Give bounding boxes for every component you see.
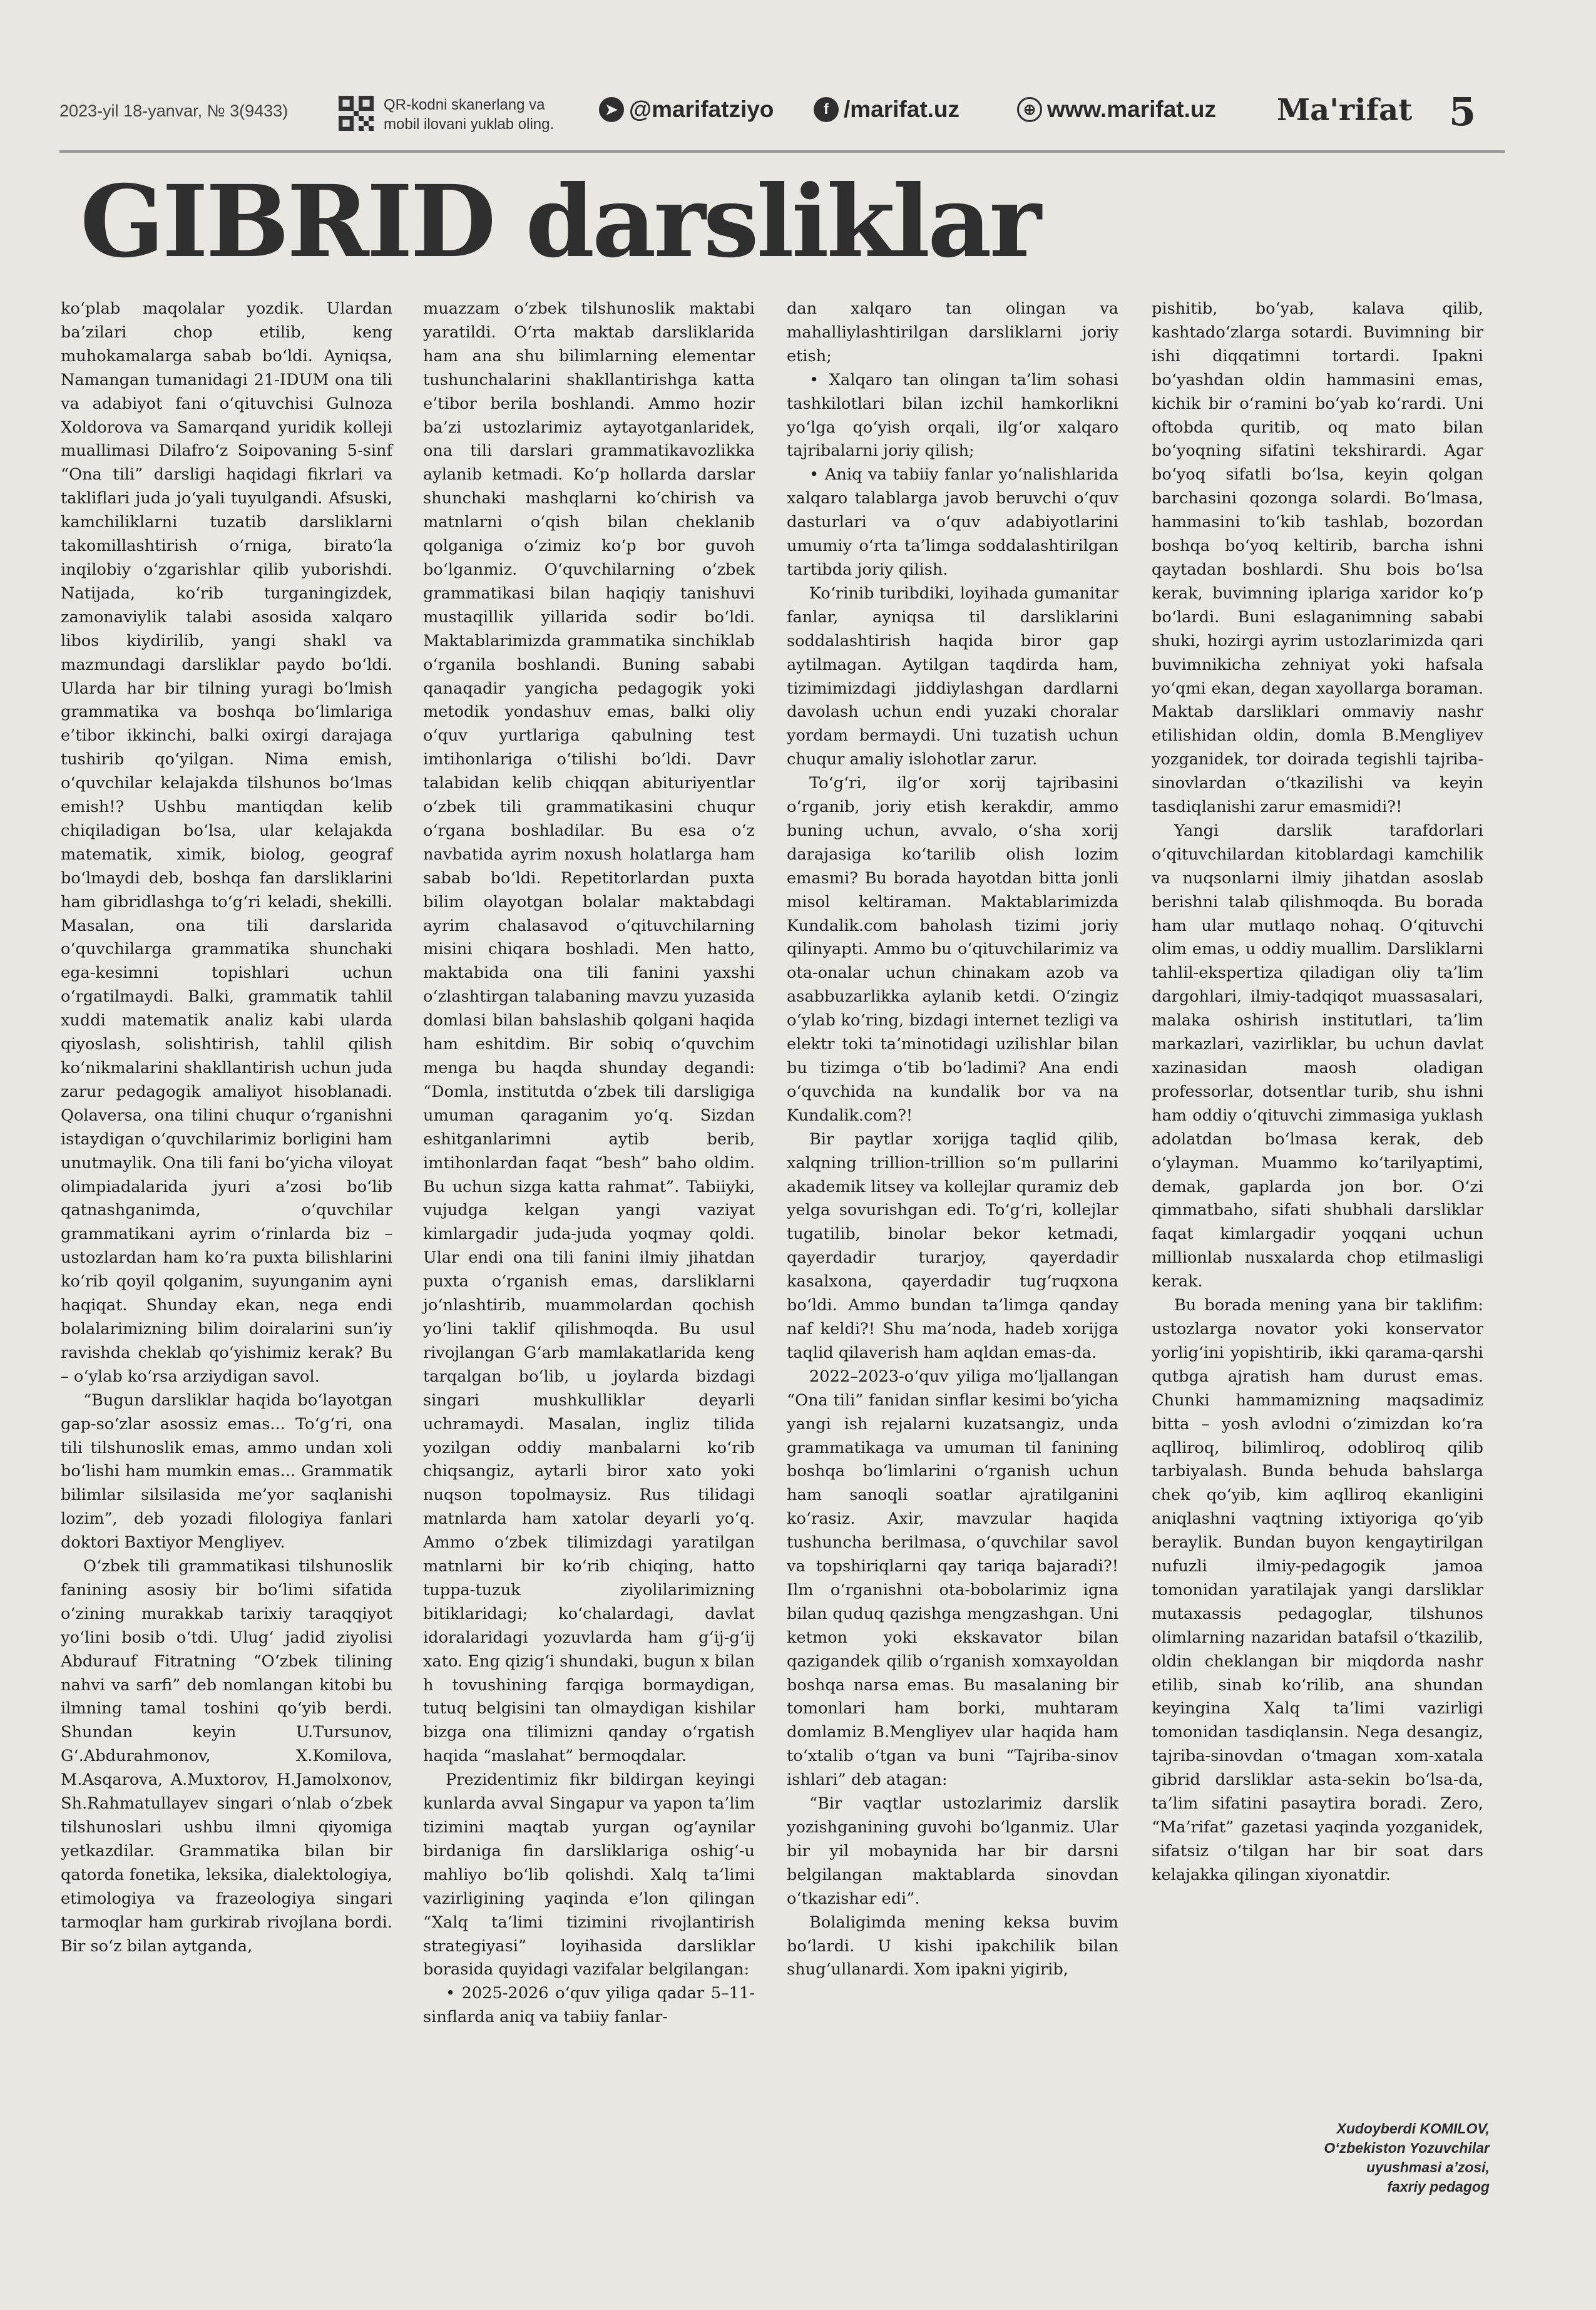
paragraph: Ko‘rinib turibdiki, loyihada gumanitar fanlar, ayniqsa til darsliklarini soddalashtirish haqida biror gap aytilmagan. Aytilgan taqdirda ham, tizimimizdagi jiddiylashgan dardlarni davolash uchun endi yuzaki choralar yordam bermaydi. Uni tuzatish uchun chuqur amaliy islohotlar zarur. <box>787 583 1118 769</box>
list-item: • Xalqaro tan olingan ta’lim sohasi tashkilotlari bilan izchil hamkorlikni yo‘lga qo‘yish orqali, ilg‘or xalqaro tajribalarni joriy qilish; <box>787 370 1118 461</box>
article-column-2 <box>423 297 755 2030</box>
list-item: dan xalqaro tan olingan va mahalliylashtirilgan darsliklarni joriy etish; <box>787 299 1118 366</box>
website-link[interactable]: ⊕ www.marifat.uz <box>1017 96 1216 123</box>
qr-instructions: QR-kodni skanerlang va mobil ilovani yuklab oling. <box>384 96 555 133</box>
author-affiliation: uyushmasi a’zosi, <box>1366 2159 1490 2175</box>
globe-icon: ⊕ <box>1017 97 1042 122</box>
paragraph: Prezidentimiz fikr bildirgan keyingi kunlarda avval Singapur va yapon ta’lim tizimini maqtab yurgan og‘aynilar birdaniga fin darsliklariga oshig‘-u mahliyo bo‘lib qolishdi. Xalq ta’limi vazirligining yaqinda e’lon qilingan “Xalq ta’limi tizimini rivojlantirish strategiyasi” loyihasida darsliklar borasida quyidagi vazifalar belgilangan: <box>423 1770 755 1979</box>
article-column-3 <box>787 297 1118 1982</box>
article-column-4 <box>1152 297 1483 1887</box>
page-number: 5 <box>1449 89 1476 135</box>
telegram-icon: ➤ <box>599 97 624 122</box>
page-header <box>59 89 1499 143</box>
paragraph: muazzam o‘zbek tilshunoslik maktabi yaratildi. O‘rta maktab darsliklarida ham ana shu bilimlarning elementar tushunchalarini shakllantirishga katta e’tibor berila boshlandi. Ammo hozir ba’zi ustozlarimiz aytayotganlaridek, ona tili darslari grammatikavozlikka aylanib ketmadi. Ko‘p hollarda darslar shunchaki mashqlarni ko‘chirish va matnlarni o‘qish bilan cheklanib qolganiga o‘zimiz ko‘p bor guvoh bo‘lganmiz. O‘quvchilarning o‘zbek grammatikasi bilan haqiqiy tanishuvi mustaqillik yillarida sodir bo‘ldi. Maktablarimizda grammatika sinchiklab o‘rganila boshlandi. Buning sababi qanaqadir yangicha pedagogik yoki metodik yondashuv emas, balki oliy o‘quv yurtlariga qabulning test imtihonlariga o‘tilishi bo‘ldi. Davr talabidan kelib chiqqan abituriyentlar o‘zbek tili grammatikasini chuqur o‘rgana boshladilar. Bu esa o‘z navbatida ayrim noxush holatlarga ham sabab bo‘ldi. Repetitorlardan puxta bilim olayotgan bolalar maktabdagi ayrim chalasavod o‘qituvchilarning misini chiqara boshladi. Men hatto, maktabida ona tili fanini yaxshi o‘zlashtirgan talabaning mavzu yuzasida domlasi bilan bahslashib qolgani haqida ham eshitdim. Bir sobiq o‘quvchim menga bu haqda shunday degandi: “Domla, institutda o‘zbek tili darsligiga umuman qaraganim yo‘q. Sizdan eshitganlarimni aytib berib, imtihonlardan faqat “besh” baho oldim. Bu uchun sizga katta rahmat”. Tabiiyki, vujudga kelgan yangi vaziyat kimlargadir juda-juda yoqmay qoldi. Ular endi ona tili fanini ilmiy jihatdan puxta o‘rganish emas, darsliklarni jo‘nlashtirib, muammolardan qochish yo‘lini taklif qilishmoqda. Bu usul rivojlangan G‘arb mamlakatlarida keng tarqalgan bo‘lib, u joylarda bizdagi singari mushkulliklar deyarli uchramaydi. Masalan, ingliz tilida yozilgan oddiy manbalarni ko‘rib chiqsangiz, aytarli biror xato yoki nuqson topolmaysiz. Rus tilidagi matnlarda ham xatolar deyarli yo‘q. Ammo o‘zbek tilimizdagi yaratilgan matnlarni bir ko‘rib chiqing, hatto tuppa-tuzuk ziyolilarimizning bitiklaridagi; ko‘chalardagi, davlat idoralaridagi yozuvlarda ham g‘ij-g‘ij xato. Eng qizig‘i shundaki, bugun x bilan h tovushining farqiga bormaydigan, tutuq belgisini tan olmaydigan kishilar bizga ona tilimizni qanday o‘rgatish haqida “maslahat” bermoqdalar. <box>423 299 755 1766</box>
quote: “Bir vaqtlar ustozlarimiz darslik yozishganining guvohi bo‘lganmiz. Ular bir yil mobaynida har bir darsni belgilangan maktablarda sinovdan o‘tkazishar edi”. <box>787 1794 1118 1908</box>
paragraph: O‘zbek tili grammatikasi tilshunoslik fanining asosiy bir bo‘limi sifatida o‘zining murakkab tarixiy taraqqiyot yo‘lini bosib o‘tdi. Ulug‘ jadid ziyolisi Abdurauf Fitratning “O‘zbek tilining nahvi va sarfi” deb nomlangan kitobi bu ilmning tamal toshini qo‘yib berdi. Shundan keyin U.Tursunov, G‘.Abdurahmonov, X.Komilova, M.Asqarova, A.Muxtorov, H.Jamolxonov, Sh.Rahmatullayev singari o‘nlab o‘zbek tilshunoslari ushbu ilmni qiyomiga yetkazdilar. Grammatika bilan bir qatorda fonetika, leksika, dialektologiya, etimologiya va frazeologiya singari tarmoqlar ham gurkirab rivojlana bordi. Bir so‘z bilan aytganda, <box>61 1557 392 1956</box>
facebook-link[interactable]: f /marifat.uz <box>814 96 959 123</box>
issue-date: 2023-yil 18-yanvar, № 3(9433) <box>59 101 289 120</box>
qr-code-icon[interactable] <box>339 94 374 133</box>
author-role: faxriy pedagog <box>1387 2179 1490 2195</box>
paragraph: Bir paytlar xorijga taqlid qilib, xalqning trillion-trillion so‘m pullarini akademik litsey va kollejlar quramiz deb yelga sovurishgan edi. To‘g‘ri, kollejlar tugatilib, binolar bekor ketmadi, qayerdadir turarjoy, qayerdadir kasalxona, qayerdadir tug‘ruqxona bo‘ldi. Ammo bundan ta’limga qanday naf keldi?! Shu ma’noda, hadeb xorijga taqlid qilaverish ham aqldan emas-da. <box>787 1129 1118 1362</box>
facebook-icon: f <box>814 97 839 122</box>
paragraph: pishitib, bo‘yab, kalava qilib, kashtado‘zlarga sotardi. Buvimning bir ishi diqqatimni tortardi. Ipakni bo‘yashdan oldin hammasini emas, kichik bir o‘ramini bo‘yab ko‘rardi. Uni oftobda quritib, oq mato bilan bo‘yoqning sifatini tekshirardi. Agar bo‘yoq sifatli bo‘lsa, keyin qolgan barchasini qozonga solardi. Bo‘lmasa, hammasini to‘kib tashlab, bozordan boshqa bo‘yoq keltirib, barcha ishni qaytadan boshlardi. Shu bois bo‘lsa kerak, buvimning iplariga xaridor ko‘p bo‘lardi. Buni eslaganimning sababi shuki, hozirgi ayrim ustozlarimizda qari buvimnikicha zehniyat yoki hafsala yo‘qmi ekan, degan xayollarga boraman. Maktab darsliklari ommaviy nashr etilishidan oldin, domla B.Mengliyev yozganidek, tor doirada tegishli tajriba-sinovlardan o‘tkazilishi va keyin tasdiqlanishi zarur emasmidi?! <box>1152 299 1483 817</box>
telegram-link[interactable]: ➤ @marifatziyo <box>599 96 774 123</box>
article-column-1 <box>61 297 392 1958</box>
paragraph: 2022–2023-o‘quv yiliga mo‘ljallangan “Ona tili” fanidan sinflar kesimi bo‘yicha yangi ish rejalarni kuzatsangiz, unda grammatikaga va umuman til fanining boshqa bo‘limlarini o‘rganish uchun ham sanoqli soatlar ajratilganini ko‘rasiz. Axir, mavzular haqida tushuncha berilmasa, o‘quvchilar savol va topshiriqlarni qay tariqa bajaradi?! Ilm o‘rganishni ota-bobolarimiz igna bilan quduq qazishga mengzashgan. Uni ketmon yoki ekskavator bilan qazigandek qilib o‘rganish xomxayoldan boshqa narsa emas. Bu masalaning bir tomonlari ham borki, muhtaram domlamiz B.Mengliyev ular haqida ham to‘xtalib o‘tgan va buni “Tajriba-sinov ishlari” deb atagan: <box>787 1367 1118 1790</box>
list-item: • 2025-2026 o‘quv yiliga qadar 5–11-sinflarda aniq va tabiiy fanlar- <box>423 1984 755 2027</box>
paragraph: ko‘plab maqolalar yozdik. Ulardan ba’zilari chop etilib, keng muhokamalarga sabab bo‘ldi. Ayniqsa, Namangan tumanidagi 21-IDUM ona tili va adabiyot fani o‘qituvchisi Gulnoza Xoldorova va Samarqand yuridik kolleji muallimasi Dilafro‘z Soipovaning 5-sinf “Ona tili” darsligi haqidagi fikrlari va takliflari juda jo‘yali tuyulgandi. Afsuski, kamchiliklarni tuzatib darsliklarni takomillashtirish o‘rniga, birato‘la inqilobiy o‘zgarishlar qilib yuborishdi. Natijada, ko‘rib turganingizdek, zamonaviylik talabi asosida xalqaro libos kiydirilib, yangi shakl va mazmundagi darsliklar paydo bo‘ldi. Ularda har bir tilning yuragi bo‘lmish grammatika va boshqa bo‘limlariga e’tibor ikkinchi, balki oxirgi darajaga tushirib qo‘yilgan. Nima emish, o‘quvchilar kelajakda tilshunos bo‘lmas emish!? Ushbu mantiqdan kelib chiqiladigan bo‘lsa, ular kelajakda matematik, ximik, biolog, geograf bo‘lmaydi deb, boshqa fan darsliklarini ham gibridlashga to‘g‘ri keladi, shekilli. Masalan, ona tili darslarida o‘quvchilarga grammatika shunchaki ega-kesimni topishlari uchun o‘rgatilmaydi. Balki, grammatik tahlil xuddi matematik analiz kabi ularda qiyoslash, solishtirish, tahlil qilish ko‘nikmalarini shakllantirish uchun juda zarur pedagogik amaliyot hisoblanadi. Qolaversa, ona tilini chuqur o‘rganishni istaydigan o‘quvchilarimiz borligini ham unutmaylik. Ona tili fani bo‘yicha viloyat olimpiadalarida jyuri a’zosi bo‘lib qatnashganimda, o‘quvchilar grammatikani ayrim o‘rinlarda biz – ustozlardan ham ko‘ra puxta bilishlarini ko‘rib qoyil qolganim, suyunganim ayni haqiqat. Shunday ekan, nega endi bolalarimizning bilim doiralarini sun’iy ravishda cheklab qo‘yishimiz kerak? Bu – o‘ylab ko‘rsa arziydigan savol. <box>61 299 392 1386</box>
author-signature <box>1189 2119 1490 2197</box>
paragraph: “Bugun darsliklar haqida bo‘layotgan gap-so‘zlar asossiz emas... To‘g‘ri, ona tili tilshunoslik emas, ammo undan xoli bo‘lishi ham mumkin emas... Grammatik bilimlar silsilasida me’yor saqlanishi lozim”, deb yozadi filologiya fanlari doktori Baxtiyor Mengliyev. <box>61 1390 392 1553</box>
author-name: Xudoyberdi KOMILOV, <box>1336 2120 1490 2137</box>
header-divider <box>59 150 1505 153</box>
article-title: GIBRID darsliklar <box>80 164 1039 280</box>
paragraph: Bu borada mening yana bir taklifim: ustozlarga novator yoki konservator yorlig‘ini yopishtirib, ikki qarama-qarshi qutbga ajratish ham durust emas. Chunki hammamizning maqsadimiz bitta – yosh avlodni o‘zimizdan ko‘ra aqlliroq, bilimliroq, odobliroq qilib tarbiyalash. Bunda behuda bahslarga chek qo‘yib, kim aqlliroq ekanligini aniqlashni vaqtning ixtiyoriga qo‘yib beraylik. Bundan buyon kengaytirilgan nufuzli ilmiy-pedagogik jamoa tomonidan yaratilajak yangi darsliklar mutaxassis pedagoglar, tilshunos olimlarning nazaridan batafsil o‘tkazilib, oldin cheklangan bir miqdorda nashr etilib, sinab ko‘rilib, ana shundan keyingina Xalq ta’limi vazirligi tomonidan tasdiqlansin. Nega desangiz, tajriba-sinovdan o‘tmagan xom-xatala gibrid darsliklar asta-sekin bo‘lsa-da, ta’lim sifatini pasaytira boradi. Zero, “Ma’rifat” gazetasi yaqinda yozganidek, sifatsiz o‘tilgan har bir soat dars kelajakka qilingan xiyonatdir. <box>1152 1296 1483 1884</box>
newspaper-brand: Ma'rifat <box>1277 93 1413 128</box>
author-affiliation: O‘zbekiston Yozuvchilar <box>1324 2140 1490 2156</box>
paragraph: Bolaligimda mening keksa buvim bo‘lardi. U kishi ipakchilik bilan shug‘ullanardi. Xom ipakni yigirib, <box>787 1912 1118 1979</box>
list-item: • Aniq va tabiiy fanlar yo‘nalishlarida xalqaro talablarga javob beruvchi o‘quv dasturlari va o‘quv adabiyotlarini umumiy o‘rta ta’limga soddalashtirilgan tartibda joriy qilish. <box>787 465 1118 579</box>
paragraph: Yangi darslik tarafdorlari o‘qituvchilardan kitoblardagi kamchilik va nuqsonlarni ilmiy jihatdan asoslab berishni talab qilishmoqda. Bu borada ham ular mutlaqo nohaq. O‘qituvchi olim emas, u oddiy muallim. Darsliklarni tahlil-ekspertiza qiladigan oliy ta’lim dargohlari, ilmiy-tadqiqot muassasalari, malaka oshirish institutlari, ta’lim markazlari, vazirliklar, bu uchun davlat xazinasidan maosh oladigan professorlar, dotsentlar turib, shu ishni ham oddiy o‘qituvchi zimmasiga yuklash adolatdan bo‘lmasa kerak, deb o‘ylayman. Muammo ko‘tarilyaptimi, demak, gaplarda jon bor. O‘zi qimmatbaho, sifati shubhali darsliklar faqat kimlargadir yoqqani uchun millionlab nusxalarda chop etilmasligi kerak. <box>1152 821 1483 1291</box>
paragraph: To‘g‘ri, ilg‘or xorij tajribasini o‘rganib, joriy etish kerakdir, ammo buning uchun, avvalo, o‘sha xorij darajasiga ko‘tarilib olish lozim emasmi? Bu borada hayotdan bitta jonli misol keltiraman. Maktablarimizda Kundalik.com baholash tizimi joriy qilinyapti. Ammo bu o‘qituvchilarimiz va ota-onalar uchun chinakam azob va asabbuzarlikka aylanib ketdi. O‘zingiz o‘ylab ko‘ring, bizdagi internet tezligi va elektr toki ta’minotidagi uzilishlar bilan bu tizimga o‘tib bo‘ladimi? Ana endi o‘quvchida na kundalik bor va na Kundalik.com?! <box>787 774 1118 1125</box>
